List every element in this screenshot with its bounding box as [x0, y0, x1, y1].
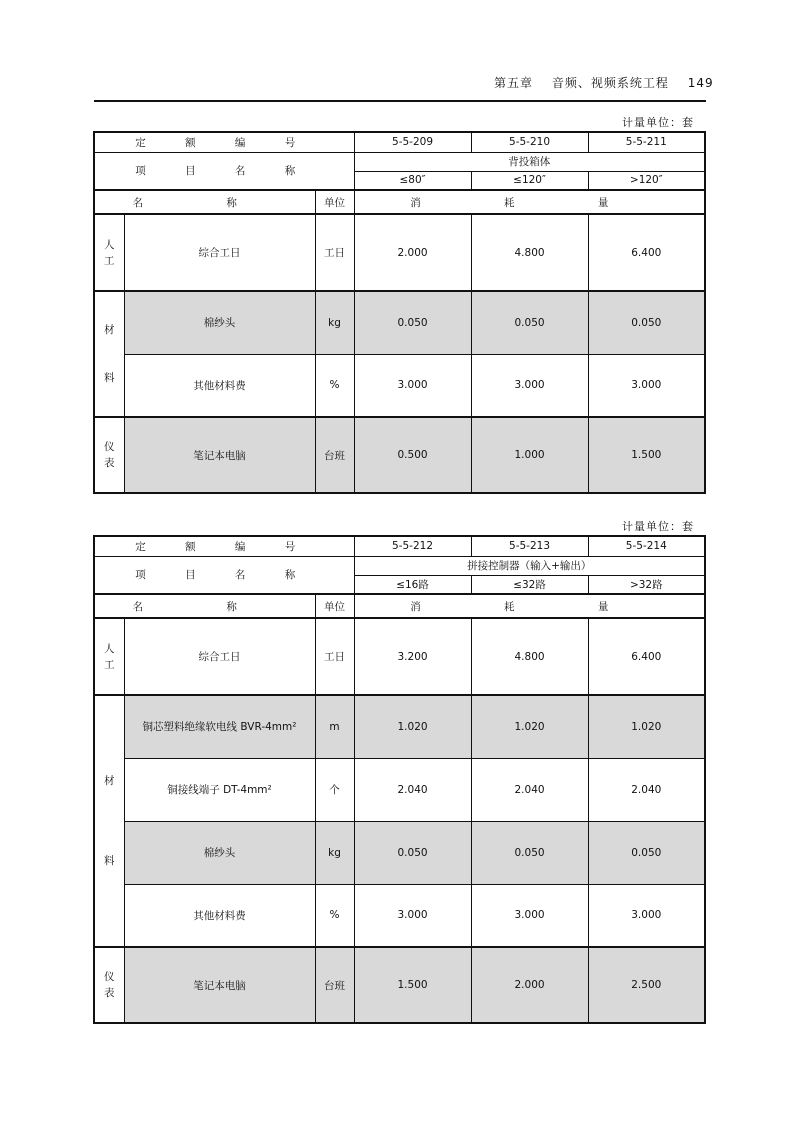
value-cell: 1.020: [588, 695, 705, 758]
page-number: 149: [687, 76, 714, 90]
category-char: 材: [104, 775, 115, 787]
value-cell: 2.000: [471, 947, 588, 1023]
value-cell: 0.050: [354, 291, 471, 354]
code-label: 定 额 编 号: [94, 536, 354, 556]
unit-label: 单位: [315, 190, 354, 214]
item-label: 项 目 名 称: [94, 556, 354, 594]
category-cell: [94, 291, 124, 417]
category-cell: 人 工: [94, 618, 124, 695]
item-unit: kg: [315, 821, 354, 884]
item-name: 棉纱头: [124, 821, 315, 884]
value-cell: 1.500: [588, 417, 705, 493]
value-cell: 4.800: [471, 214, 588, 291]
item-unit: %: [315, 884, 354, 947]
quota-table-1: [93, 131, 706, 494]
item-name: 棉纱头: [124, 291, 315, 354]
group-name: 拼接控制器（输入+输出）: [354, 556, 705, 575]
table-row: [94, 417, 705, 493]
value-cell: 0.050: [588, 291, 705, 354]
item-name: 笔记本电脑: [124, 947, 315, 1023]
value-cell: 1.020: [471, 695, 588, 758]
size-cell: ≤32路: [471, 575, 588, 594]
category-cell: [94, 695, 124, 947]
header-rule: [94, 100, 706, 102]
item-unit: 工日: [315, 214, 354, 291]
chapter-label: 第五章: [494, 76, 534, 90]
category-cell: 仪 表: [94, 417, 124, 493]
value-cell: 0.050: [354, 821, 471, 884]
size-cell: ≤120″: [471, 171, 588, 190]
group-name: 背投箱体: [354, 152, 705, 171]
code-label: 定 额 编 号: [94, 132, 354, 152]
code-cell: 5-5-213: [471, 536, 588, 556]
value-cell: 6.400: [588, 214, 705, 291]
category-char: 料: [104, 372, 115, 384]
consume-label: 消 耗 量: [354, 190, 705, 214]
size-cell: >120″: [588, 171, 705, 190]
value-cell: 3.000: [354, 884, 471, 947]
category-cell: 仪 表: [94, 947, 124, 1023]
table-row: [94, 947, 705, 1023]
value-cell: 2.500: [588, 947, 705, 1023]
item-unit: kg: [315, 291, 354, 354]
category-char: 料: [104, 855, 115, 867]
name-label: 名 称: [94, 190, 315, 214]
chapter-title: 音频、视频系统工程: [551, 76, 669, 90]
item-name: 其他材料费: [124, 354, 315, 417]
item-name: 综合工日: [124, 618, 315, 695]
item-name: 其他材料费: [124, 884, 315, 947]
item-unit: 台班: [315, 417, 354, 493]
value-cell: 3.200: [354, 618, 471, 695]
code-cell: 5-5-211: [588, 132, 705, 152]
table-row: [94, 291, 705, 354]
value-cell: 3.000: [588, 354, 705, 417]
value-cell: 2.040: [588, 758, 705, 821]
name-label: 名 称: [94, 594, 315, 618]
value-cell: 2.040: [471, 758, 588, 821]
table-row: [94, 821, 705, 884]
item-name: 铜芯塑料绝缘软电线 BVR-4mm²: [124, 695, 315, 758]
table-row: [94, 695, 705, 758]
value-cell: 1.000: [471, 417, 588, 493]
code-cell: 5-5-214: [588, 536, 705, 556]
quota-table-2: [93, 535, 706, 1024]
item-unit: 台班: [315, 947, 354, 1023]
table-row: [94, 214, 705, 291]
value-cell: 1.500: [354, 947, 471, 1023]
table-row: [94, 884, 705, 947]
page-header: [480, 74, 714, 91]
code-cell: 5-5-212: [354, 536, 471, 556]
table-row: [94, 354, 705, 417]
item-unit: %: [315, 354, 354, 417]
item-unit: 个: [315, 758, 354, 821]
value-cell: 4.800: [471, 618, 588, 695]
item-unit: m: [315, 695, 354, 758]
category-cell: 人 工: [94, 214, 124, 291]
value-cell: 3.000: [471, 884, 588, 947]
value-cell: 0.050: [471, 821, 588, 884]
size-cell: >32路: [588, 575, 705, 594]
item-name: 综合工日: [124, 214, 315, 291]
consume-label: 消 耗 量: [354, 594, 705, 618]
size-cell: ≤16路: [354, 575, 471, 594]
value-cell: 6.400: [588, 618, 705, 695]
unit-note-2: 计量单位：套: [622, 520, 694, 533]
size-cell: ≤80″: [354, 171, 471, 190]
value-cell: 0.050: [471, 291, 588, 354]
code-cell: 5-5-210: [471, 132, 588, 152]
code-cell: 5-5-209: [354, 132, 471, 152]
value-cell: 3.000: [471, 354, 588, 417]
value-cell: 3.000: [588, 884, 705, 947]
table-row: [94, 618, 705, 695]
value-cell: 0.500: [354, 417, 471, 493]
value-cell: 0.050: [588, 821, 705, 884]
table-row: [94, 758, 705, 821]
value-cell: 2.040: [354, 758, 471, 821]
unit-label: 单位: [315, 594, 354, 618]
category-char: 材: [104, 324, 115, 336]
item-name: 铜接线端子 DT-4mm²: [124, 758, 315, 821]
value-cell: 3.000: [354, 354, 471, 417]
item-unit: 工日: [315, 618, 354, 695]
item-label: 项 目 名 称: [94, 152, 354, 190]
value-cell: 1.020: [354, 695, 471, 758]
unit-note-1: 计量单位：套: [622, 116, 694, 129]
value-cell: 2.000: [354, 214, 471, 291]
item-name: 笔记本电脑: [124, 417, 315, 493]
